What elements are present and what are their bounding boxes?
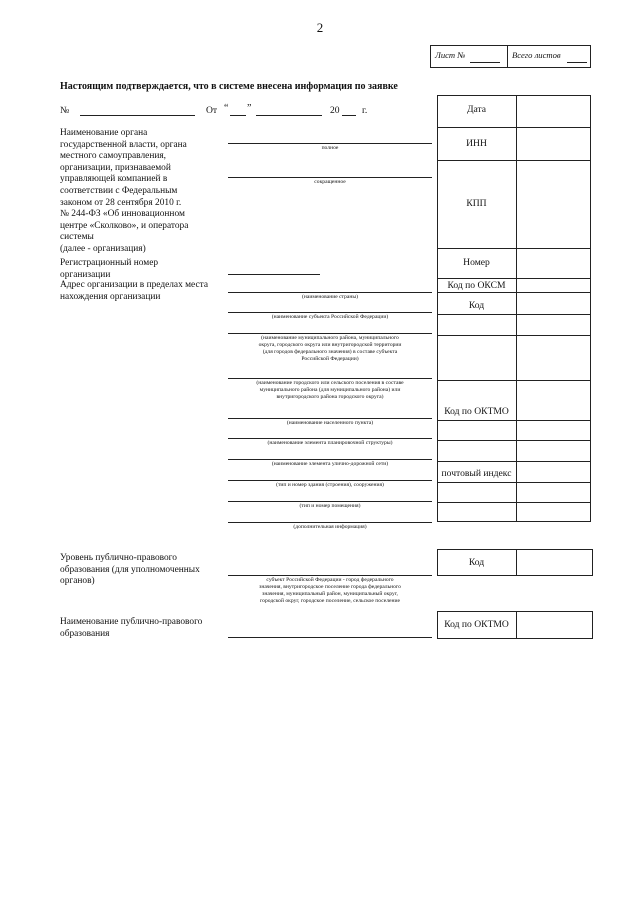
address-line-planning[interactable]: [228, 438, 432, 439]
sheet-number-label: Лист №: [435, 50, 466, 60]
public-entity-field[interactable]: [228, 637, 432, 638]
confirmation-heading: Настоящим подтверждается, что в системе внесена информация по заявке: [60, 81, 398, 92]
row-sep-13: [437, 502, 591, 503]
address-caption-locality: (наименование населенного пункта): [286, 420, 374, 426]
row-sep-4: [437, 278, 591, 279]
row-sep-2: [437, 160, 591, 161]
org-full-name-field[interactable]: [228, 143, 432, 144]
address-line-settlement[interactable]: [228, 378, 432, 379]
inn-cell-label: ИНН: [466, 138, 487, 149]
from-label: От: [206, 105, 218, 116]
year-prefix: 20: [330, 105, 340, 116]
row-sep-7: [437, 335, 591, 336]
level-field[interactable]: [228, 575, 432, 576]
address-line-subject[interactable]: [228, 312, 432, 313]
row-sep-12: [437, 482, 591, 483]
oksm-cell-label: Код по ОКСМ: [447, 280, 506, 291]
level-code-label: Код: [468, 557, 485, 568]
total-sheets-label: Всего листов: [512, 50, 561, 60]
public-oktmo-divider: [516, 611, 517, 639]
page-number: 2: [316, 20, 324, 35]
sheet-number-field[interactable]: [470, 62, 500, 63]
row-sep-5: [437, 292, 591, 293]
address-caption-settlement: (наименование городского или сельского поселения в составе муниципального района (для муниципального района) или внутригородского района городского округа): [256, 380, 404, 400]
address-line-locality[interactable]: [228, 418, 432, 419]
address-caption-municipal: (наименование муниципального района, муниципального округа, городского округа или внутригородской территории (для городов федерального значения) в составе субъекта Российской Федерации): [258, 335, 402, 362]
address-line-country[interactable]: [228, 292, 432, 293]
row-sep-9: [437, 420, 591, 421]
address-line-additional[interactable]: [228, 522, 432, 523]
org-short-name-field[interactable]: [228, 177, 432, 178]
quote-close: ”: [247, 103, 252, 114]
address-label: Адрес организации в пределах места нахождения организации: [60, 280, 208, 302]
number-label: №: [60, 105, 70, 116]
day-field[interactable]: [230, 115, 246, 116]
organization-label: Наименование органа государственной власти, органа местного самоуправления, организации, признаваемой управляющей компанией в соответствии с Федеральным законом от 28 сентября 2010 г. № 244-ФЗ «Об инновационном центре «Сколково», и оператора системы (далее - организация): [60, 128, 189, 254]
address-caption-building: (тип и номер здания (строения), сооружения): [276, 482, 384, 488]
oktmo-cell-label: Код по ОКТМО: [444, 406, 509, 417]
org-full-name-caption: полное: [321, 145, 339, 151]
row-sep-11: [437, 461, 591, 462]
address-line-room[interactable]: [228, 501, 432, 502]
quote-open: “: [224, 103, 229, 114]
row-sep-8: [437, 380, 591, 381]
row-sep-1: [437, 127, 591, 128]
org-short-name-caption: сокращенное: [314, 179, 346, 185]
code-cell-label: Код: [468, 300, 485, 311]
date-cell-label: Дата: [466, 104, 487, 115]
request-number-field[interactable]: [80, 115, 195, 116]
address-line-municipal[interactable]: [228, 333, 432, 334]
year-suffix: г.: [362, 105, 368, 116]
address-caption-room: (тип и номер помещения): [299, 503, 361, 509]
row-sep-3: [437, 248, 591, 249]
address-caption-street: (наименование элемента улично-дорожной сети): [271, 461, 389, 467]
reg-number-label: Регистрационный номер организации: [60, 258, 159, 280]
reg-number-field[interactable]: [228, 274, 320, 275]
level-code-divider: [516, 549, 517, 576]
number-cell-label: Номер: [463, 257, 490, 268]
address-caption-additional: (дополнительная информация): [293, 524, 367, 530]
address-caption-planning: (наименование элемента планировочной структуры): [267, 440, 393, 446]
address-caption-subject: (наименование субъекта Российской Федерации): [271, 314, 389, 320]
year-field[interactable]: [342, 115, 356, 116]
postal-cell-label: почтовый индекс: [441, 468, 512, 479]
kpp-cell-label: КПП: [466, 198, 487, 209]
address-line-street[interactable]: [228, 459, 432, 460]
address-caption-country: (наименование страны): [302, 294, 358, 300]
sheet-box-divider: [507, 45, 508, 68]
address-line-building[interactable]: [228, 480, 432, 481]
level-caption: субъект Российской Федерации - город федерального значения, внутригородское поселение города федерального значения, муниципальный район, муниципальный округ, городской округ, городское поселение, сельское поселение: [259, 577, 401, 604]
row-sep-10: [437, 440, 591, 441]
public-entity-label: Наименование публично-правового образования: [60, 617, 203, 639]
public-oktmo-label: Код по ОКТМО: [444, 619, 509, 630]
level-label: Уровень публично-правового образования (для уполномоченных органов): [60, 553, 200, 587]
month-field[interactable]: [256, 115, 322, 116]
total-sheets-field[interactable]: [567, 62, 587, 63]
row-sep-6: [437, 314, 591, 315]
